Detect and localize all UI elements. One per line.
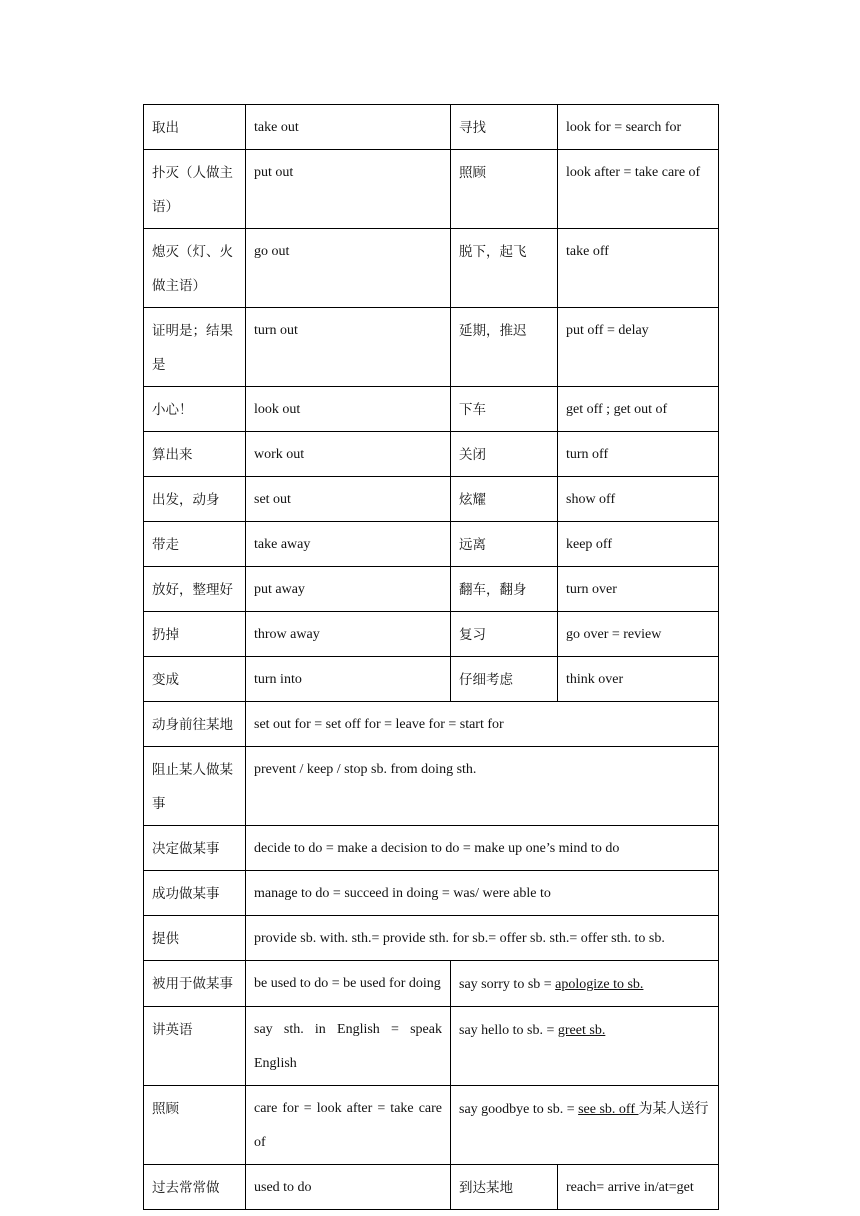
chinese-meaning: 照顾 (144, 1086, 246, 1165)
english-phrase: look after = take care of (558, 150, 719, 229)
english-phrase: set out (246, 477, 451, 522)
say-phrase (451, 1086, 719, 1165)
table-row (144, 567, 719, 612)
english-phrase: take off (558, 229, 719, 308)
english-phrase: put off = delay (558, 308, 719, 387)
chinese-meaning: 出发，动身 (144, 477, 246, 522)
table-row (144, 1007, 719, 1086)
chinese-meaning: 讲英语 (144, 1007, 246, 1086)
english-phrase: work out (246, 432, 451, 477)
english-phrase: say sth. in English = speak English (246, 1007, 451, 1086)
english-phrase: put away (246, 567, 451, 612)
table-row (144, 612, 719, 657)
chinese-meaning: 成功做某事 (144, 871, 246, 916)
table-row (144, 916, 719, 961)
table-row (144, 961, 719, 1007)
chinese-meaning: 寻找 (451, 105, 558, 150)
say-phrase-suffix: 为某人送行 (638, 1101, 709, 1117)
english-phrase: get off ; get out of (558, 387, 719, 432)
table-row (144, 522, 719, 567)
table-row (144, 150, 719, 229)
chinese-meaning: 被用于做某事 (144, 961, 246, 1007)
english-phrase: turn into (246, 657, 451, 702)
english-phrase: take out (246, 105, 451, 150)
chinese-meaning: 到达某地 (451, 1165, 558, 1210)
english-phrase: go out (246, 229, 451, 308)
chinese-meaning: 扔掉 (144, 612, 246, 657)
english-phrase: set out for = set off for = leave for = start for (246, 702, 719, 747)
table-row (144, 229, 719, 308)
table-row (144, 105, 719, 150)
chinese-meaning: 变成 (144, 657, 246, 702)
chinese-meaning: 下车 (451, 387, 558, 432)
english-phrase: decide to do = make a decision to do = make up one’s mind to do (246, 826, 719, 871)
table-row (144, 432, 719, 477)
chinese-meaning: 阻止某人做某事 (144, 747, 246, 826)
english-phrase: manage to do = succeed in doing = was/ were able to (246, 871, 719, 916)
chinese-meaning: 决定做某事 (144, 826, 246, 871)
english-phrase: keep off (558, 522, 719, 567)
english-phrase: look for = search for (558, 105, 719, 150)
english-phrase: think over (558, 657, 719, 702)
chinese-meaning: 证明是；结果是 (144, 308, 246, 387)
chinese-meaning: 取出 (144, 105, 246, 150)
say-phrase-prefix: say sorry to sb = (459, 977, 556, 992)
table-row (144, 477, 719, 522)
chinese-meaning: 复习 (451, 612, 558, 657)
chinese-meaning: 放好，整理好 (144, 567, 246, 612)
say-phrase-underlined: see sb. off (578, 1102, 639, 1117)
say-phrase (451, 961, 719, 1007)
say-phrase-prefix: say hello to sb. = (459, 1023, 558, 1038)
table-row (144, 657, 719, 702)
chinese-meaning: 仔细考虑 (451, 657, 558, 702)
chinese-meaning: 熄灭（灯、火做主语） (144, 229, 246, 308)
english-phrase: turn off (558, 432, 719, 477)
english-phrase: throw away (246, 612, 451, 657)
table-row (144, 387, 719, 432)
chinese-meaning: 提供 (144, 916, 246, 961)
english-phrase: show off (558, 477, 719, 522)
chinese-meaning: 远离 (451, 522, 558, 567)
english-phrase: care for = look after = take care of (246, 1086, 451, 1165)
english-phrase: provide sb. with. sth.= provide sth. for sb.= offer sb. sth.= offer sth. to sb. (246, 916, 719, 961)
chinese-meaning: 脱下，起飞 (451, 229, 558, 308)
english-phrase: go over = review (558, 612, 719, 657)
say-phrase-underlined: greet sb. (557, 1023, 606, 1038)
english-phrase: be used to do = be used for doing (246, 961, 451, 1007)
chinese-meaning: 小心！ (144, 387, 246, 432)
english-phrase: put out (246, 150, 451, 229)
chinese-meaning: 延期，推迟 (451, 308, 558, 387)
table-row (144, 826, 719, 871)
chinese-meaning: 翻车，翻身 (451, 567, 558, 612)
table-row (144, 1165, 719, 1210)
english-phrase: prevent / keep / stop sb. from doing sth. (246, 747, 719, 826)
chinese-meaning: 炫耀 (451, 477, 558, 522)
chinese-meaning: 算出来 (144, 432, 246, 477)
table-row (144, 702, 719, 747)
say-phrase-underlined: apologize to sb. (555, 977, 644, 992)
english-phrase: reach= arrive in/at=get (558, 1165, 719, 1210)
chinese-meaning: 照顾 (451, 150, 558, 229)
chinese-meaning: 动身前往某地 (144, 702, 246, 747)
english-phrase: look out (246, 387, 451, 432)
table-row (144, 747, 719, 826)
table-row (144, 1086, 719, 1165)
english-phrase: turn over (558, 567, 719, 612)
chinese-meaning: 关闭 (451, 432, 558, 477)
table-row (144, 871, 719, 916)
english-phrase: used to do (246, 1165, 451, 1210)
phrase-table (143, 104, 719, 1210)
english-phrase: take away (246, 522, 451, 567)
chinese-meaning: 过去常常做 (144, 1165, 246, 1210)
chinese-meaning: 扑灭（人做主语） (144, 150, 246, 229)
say-phrase (451, 1007, 719, 1086)
table-row (144, 308, 719, 387)
english-phrase: turn out (246, 308, 451, 387)
chinese-meaning: 带走 (144, 522, 246, 567)
say-phrase-prefix: say goodbye to sb. = (459, 1102, 579, 1117)
